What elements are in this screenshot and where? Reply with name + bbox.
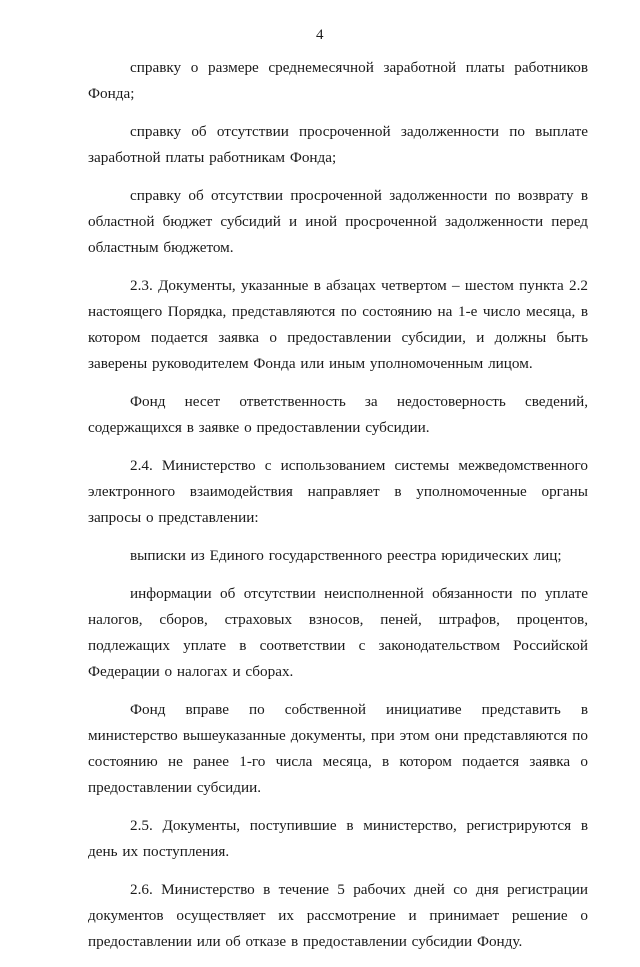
paragraph-tax-obligations: информации об отсутствии неисполненной обязанности по уплате налогов, сборов, страховых взносов, пеней, штрафов, процентов, подлежащих уплате в соответствии с законодательством Российской Федерации о налогах и сборах. — [88, 585, 588, 680]
document-body — [88, 55, 588, 967]
paragraph-2-3: 2.3. Документы, указанные в абзацах четвертом – шестом пункта 2.2 настоящего Порядка, представляются по состоянию на 1-е число месяца, в котором подается заявка о предоставлении субсидии, и должны быть заверены руководителем Фонда или иным уполномоченным лицом. — [88, 277, 588, 372]
paragraph-salary-certificate: справку о размере среднемесячной заработной платы работников Фонда; — [88, 59, 588, 102]
paragraph-2-6: 2.6. Министерство в течение 5 рабочих дней со дня регистрации документов осуществляет их рассмотрение и принимает решение о предоставлении или об отказе в предоставлении субсидии Фонду. — [88, 881, 588, 950]
paragraph-registry-extract: выписки из Единого государственного реестра юридических лиц; — [130, 547, 562, 564]
paragraph-wage-arrears-certificate: справку об отсутствии просроченной задолженности по выплате заработной платы работникам Фонда; — [88, 123, 588, 166]
paragraph-2-4: 2.4. Министерство с использованием системы межведомственного электронного взаимодействия направляет в уполномоченные органы запросы о представлении: — [88, 457, 588, 526]
paragraph-budget-debt-certificate: справку об отсутствии просроченной задолженности по возврату в областной бюджет субсидий и иной просроченной задолженности перед областным бюджетом. — [88, 187, 588, 256]
paragraph-own-initiative: Фонд вправе по собственной инициативе представить в министерство вышеуказанные документы, при этом они представляются по состоянию не ранее 1-го числа месяца, в котором подается заявка о предоставлении субсидии. — [88, 701, 588, 796]
paragraph-2-5: 2.5. Документы, поступившие в министерство, регистрируются в день их поступления. — [88, 817, 588, 860]
page-number: 4 — [316, 27, 324, 43]
paragraph-fund-responsibility: Фонд несет ответственность за недостоверность сведений, содержащихся в заявке о предоставлении субсидии. — [88, 393, 588, 436]
